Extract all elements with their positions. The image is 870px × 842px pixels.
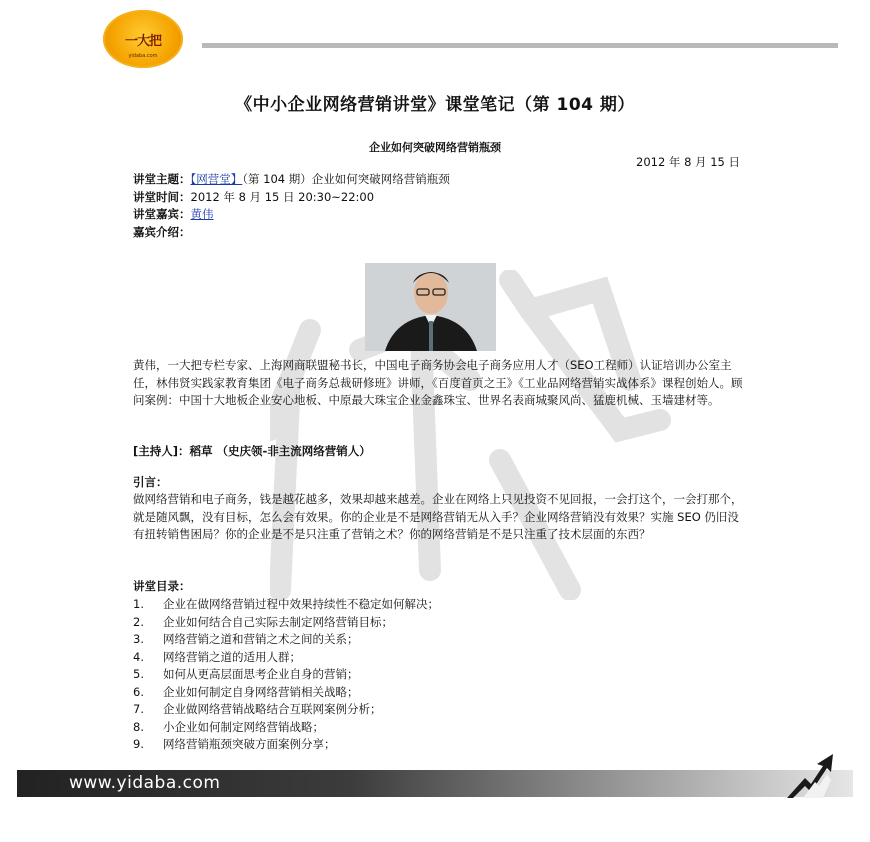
toc-item-number: 6. [133,684,144,699]
toc-item [133,631,439,649]
toc-item [133,736,439,754]
footer-arrow-icon [783,754,835,798]
toc-item-text: 企业做网络营销战略结合互联网案例分析； [163,702,382,716]
guest-portrait-image [365,263,496,351]
footer-bar [17,770,853,797]
topic-text: （第 104 期）企业如何突破网络营销瓶颈 [242,172,450,186]
time-label: 讲堂时间： [133,189,191,204]
toc-item-text: 企业如何结合自己实际去制定网络营销目标； [163,614,393,629]
toc-item-number: 8. [133,719,144,734]
toc-item [133,719,439,737]
topic-line [133,171,450,189]
toc-item-number: 1. [133,597,144,611]
time-value: 2012 年 8 月 15 日 20:30~22:00 [190,189,375,204]
guest-intro-label: 嘉宾介绍： [133,224,191,239]
toc-item-number: 9. [133,737,144,751]
toc-item [133,614,439,632]
toc-heading: 讲堂目录： [133,579,191,593]
toc-list [133,596,439,754]
toc-item-text: 网络营销瓶颈突破方面案例分享； [163,737,336,751]
toc-item-text: 网络营销之道的适用人群； [163,649,301,664]
guest-line [133,206,450,224]
toc-item-number: 4. [133,649,144,664]
toc-item-number: 3. [133,632,144,646]
intro-heading: 引言： [133,475,168,489]
guest-photo [365,263,496,351]
guest-bio: 黄伟，一大把专栏专家、上海网商联盟秘书长，中国电子商务协会电子商务应用人才（SEO工程师）认证培训办公室主任，林伟贤实践家教育集团《电子商务总裁研修班》讲师，《百度首页之王》《工业品网络营销实战体系》课程创始人。顾问案例：中国十大地板企业安心地板、中原最大珠宝企业金鑫珠宝、世界名表商城聚风尚、猛鹿机械、玉墙建材等。 [133,358,743,407]
toc-item [133,666,439,684]
document-subtitle: 企业如何突破网络营销瓶颈 [369,141,501,154]
intro-paragraph: 做网络营销和电子商务，钱是越花越多，效果却越来越差。企业在网络上只见投资不见回报，一会打这个，一会打那个，就是随风飘，没有目标，怎么会有效果。你的企业是不是网络营销无从入手？企业网络营销没有效果？实施 SEO 仍旧没有扭转销售困局？你的企业是不是只注重了营销之术？你的网络营销是不是只注重了技术层面的东西？ [133,492,743,541]
guest-link[interactable]: 黄伟 [190,207,214,221]
topic-link[interactable]: 【网营堂】 [190,172,243,186]
document-title: 《中小企业网络营销讲堂》课堂笔记（第 104 期） [235,95,635,115]
toc-item [133,596,439,614]
guest-label: 讲堂嘉宾： [133,207,191,221]
session-meta [133,171,450,241]
toc-item-number: 2. [133,614,144,629]
toc-item-text: 企业如何制定自身网络营销相关战略； [163,684,359,699]
toc-item-text: 网络营销之道和营销之术之间的关系； [163,632,359,646]
site-logo[interactable] [103,10,183,68]
footer-url-link[interactable]: www.yidaba.com [69,773,221,793]
logo-url: yidaba.com [128,53,158,59]
topic-label: 讲堂主题： [133,172,191,186]
toc-item-text: 企业在做网络营销过程中效果持续性不稳定如何解决； [163,597,439,611]
toc-item-number: 7. [133,702,144,716]
document-date: 2012 年 8 月 15 日 [636,155,740,169]
toc-item [133,684,439,702]
header-divider [202,43,838,48]
toc-item-text: 小企业如何制定网络营销战略； [163,719,324,734]
toc-item-number: 5. [133,667,144,681]
toc-item [133,701,439,719]
host-line: [主持人]：稻草 （史庆领-非主流网络营销人） [133,444,371,458]
guest-intro-line [133,224,450,242]
toc-item [133,649,439,667]
logo-text: 一大把 [124,33,161,49]
time-line [133,189,450,207]
toc-item-text: 如何从更高层面思考企业自身的营销； [163,667,359,681]
